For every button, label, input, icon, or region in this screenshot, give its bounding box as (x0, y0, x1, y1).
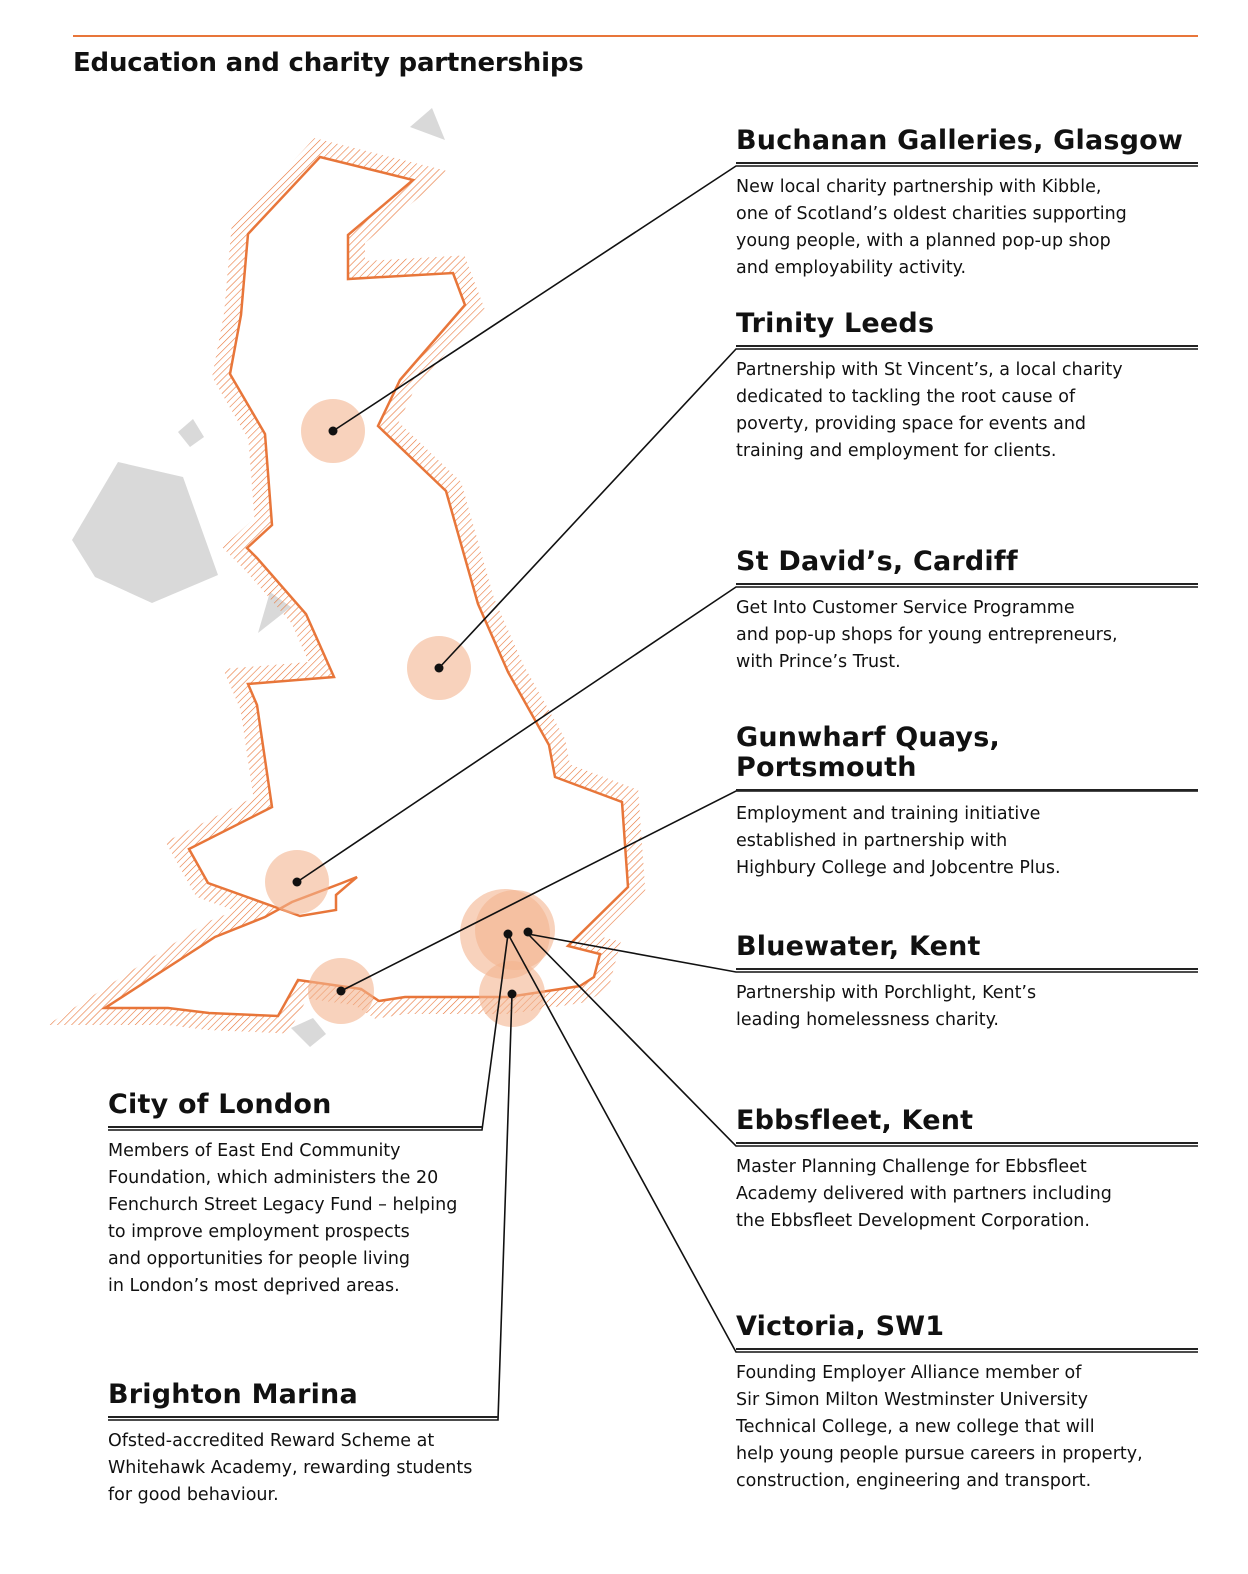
page-title: Education and charity partnerships (73, 48, 584, 78)
location-description: Partnership with St Vincent’s, a local charity dedicated to tackling the root cause of poverty, providing space for events and training and employment for clients. (736, 360, 1123, 461)
location-victoria (736, 1312, 1198, 1495)
location-description: Members of East End Community Foundation, which administers the 20 Fenchurch Street Legacy Fund – helping to improve employment prospects and opportunities for people living in London’s most deprived areas. (108, 1141, 458, 1296)
title-rule (736, 789, 1198, 791)
location-title: Trinity Leeds (736, 308, 935, 339)
london-marker-dot (504, 930, 513, 939)
location-description: New local charity partnership with Kibble, one of Scotland’s oldest charities supporting young people, with a planned pop-up shop and employability activity. (736, 177, 1127, 278)
location-city (108, 1090, 482, 1300)
location-title: Buchanan Galleries, Glasgow (736, 125, 1184, 156)
location-bluewater (736, 932, 1198, 1034)
location-title: St David’s, Cardiff (736, 546, 1018, 577)
location-title: Bluewater, Kent (736, 931, 981, 962)
title-rule (108, 1126, 482, 1128)
kent-marker-halo (475, 890, 555, 970)
location-description: Get Into Customer Service Programme and pop-up shops for young entrepreneurs, with Prince’s Trust. (736, 598, 1118, 672)
title-rule (736, 1348, 1198, 1350)
leeds-marker-dot (435, 664, 444, 673)
location-gunwharf (736, 723, 1198, 882)
location-brighton (108, 1380, 498, 1509)
title-rule (736, 583, 1198, 585)
location-title: Gunwharf Quays, Portsmouth (736, 722, 1000, 783)
location-title: Victoria, SW1 (736, 1311, 945, 1342)
brighton-marker-dot (508, 990, 517, 999)
location-ebbsfleet (736, 1106, 1198, 1235)
location-description: Master Planning Challenge for Ebbsfleet Academy delivered with partners including the Ebbsfleet Development Corporation. (736, 1157, 1112, 1231)
location-description: Partnership with Porchlight, Kent’s leading homelessness charity. (736, 983, 1037, 1030)
location-description: Founding Employer Alliance member of Sir Simon Milton Westminster University Technical College, a new college that will help young people pursue careers in property, construction, engineering and transport. (736, 1363, 1143, 1491)
cardiff-marker-dot (293, 878, 302, 887)
location-title: City of London (108, 1089, 332, 1120)
location-title: Brighton Marina (108, 1379, 358, 1410)
isle-of-wight-island-shape (291, 1018, 326, 1047)
glasgow-marker-dot (329, 427, 338, 436)
location-trinity (736, 309, 1198, 465)
location-buchanan (736, 126, 1198, 282)
title-rule (736, 968, 1198, 970)
location-title: Ebbsfleet, Kent (736, 1105, 974, 1136)
hebrides-island-shape (178, 419, 204, 447)
portsmouth-marker-dot (337, 987, 346, 996)
title-rule (108, 1416, 498, 1418)
shetland-island-shape (410, 108, 445, 140)
title-rule (736, 345, 1198, 347)
location-stdavids (736, 547, 1198, 676)
kent-marker-dot (524, 928, 533, 937)
location-description: Employment and training initiative established in partnership with Highbury College and Jobcentre Plus. (736, 804, 1061, 878)
ireland-island-shape (72, 462, 218, 603)
title-rule (736, 162, 1198, 164)
title-rule (736, 1142, 1198, 1144)
location-description: Ofsted-accredited Reward Scheme at Whitehawk Academy, rewarding students for good behaviour. (108, 1431, 473, 1505)
